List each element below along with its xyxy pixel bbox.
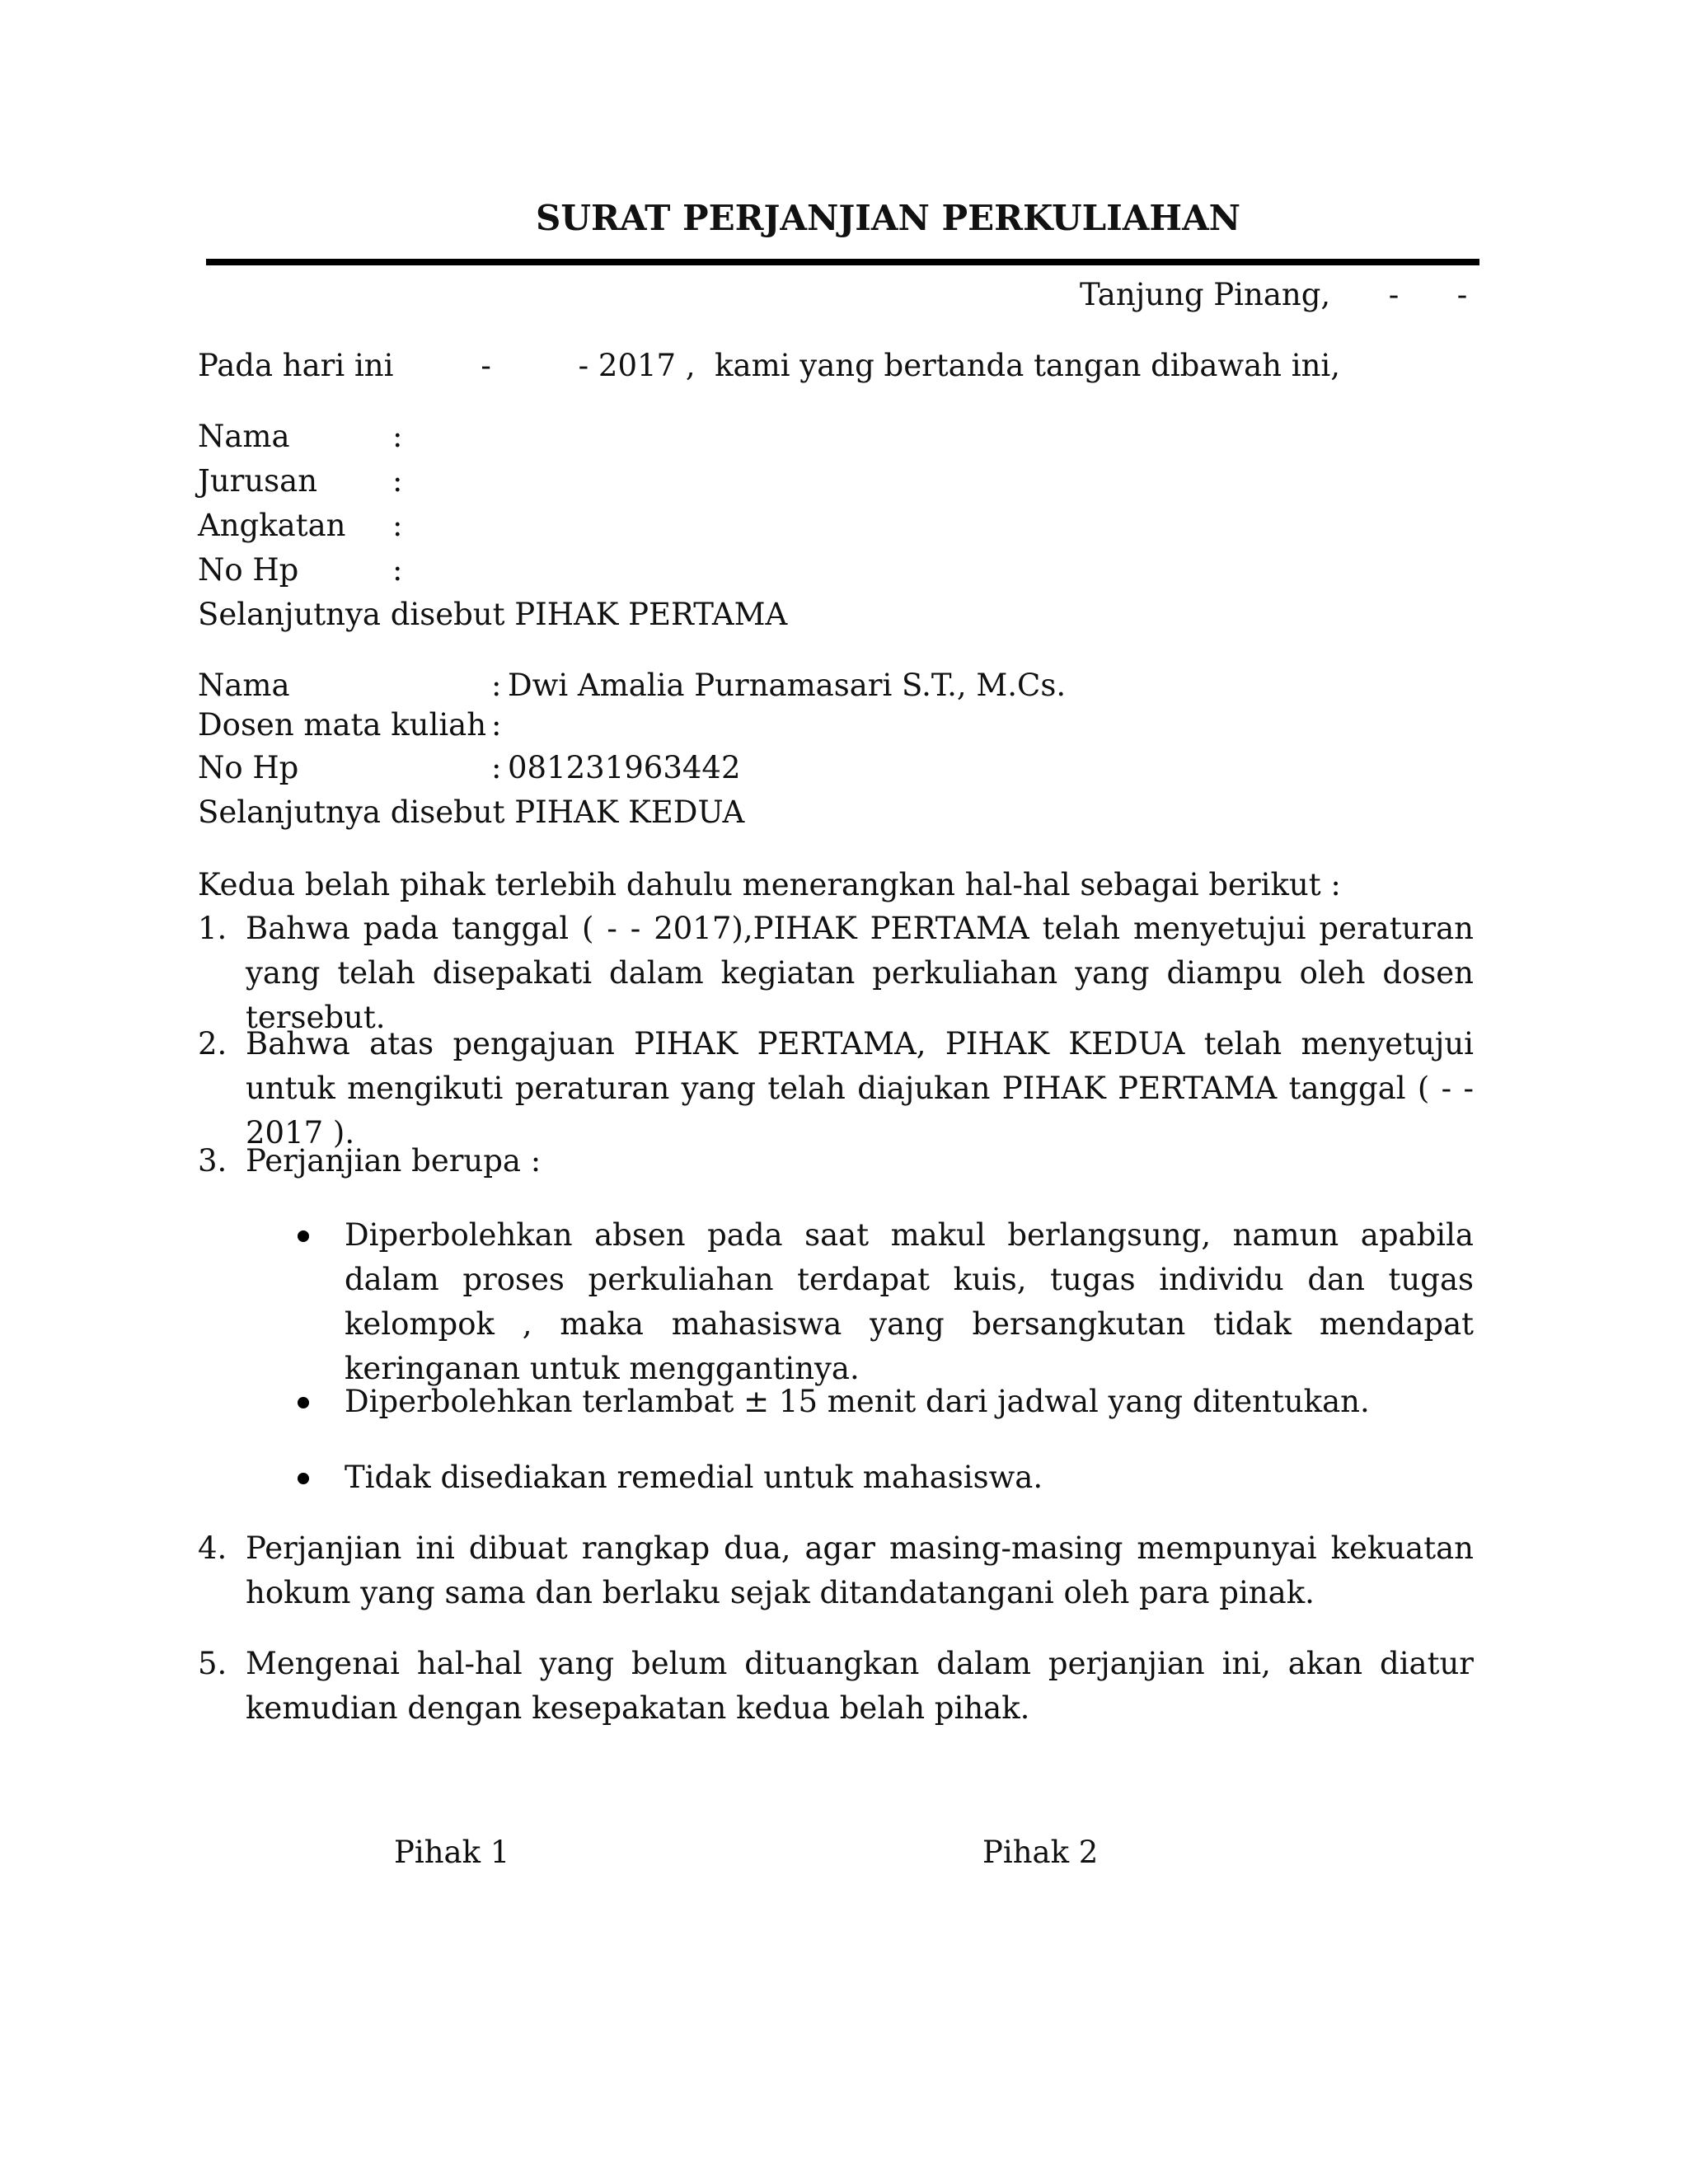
item-number: 4. bbox=[198, 1530, 227, 1566]
field-sep: : bbox=[392, 419, 403, 454]
signature-pihak-2: Pihak 2 bbox=[982, 1835, 1099, 1870]
bullet-item: Tidak disediakan remedial untuk mahasiswa. bbox=[345, 1460, 1043, 1495]
intro-line: Kedua belah pihak terlebih dahulu menerangkan hal-hal sebagai berikut : bbox=[198, 867, 1341, 902]
field-label: No Hp bbox=[198, 552, 299, 588]
field-sep: : bbox=[491, 707, 502, 743]
field-value: Dwi Amalia Purnamasari S.T., M.Cs. bbox=[508, 668, 1067, 703]
field-value: 081231963442 bbox=[508, 750, 741, 785]
field-label: Jurusan bbox=[198, 463, 318, 499]
list-item: Bahwa pada tanggal ( - - 2017),PIHAK PERTAMA telah menyetujui peraturan yang telah disepakati dalam kegiatan perkuliahan yang diampu oleh dosen tersebut. bbox=[246, 911, 1474, 1035]
list-item: Mengenai hal-hal yang belum dituangkan dalam perjanjian ini, akan diatur kemudian dengan kesepakatan kedua belah pihak. bbox=[246, 1646, 1474, 1726]
field-label: Angkatan bbox=[198, 508, 346, 543]
item-number: 3. bbox=[198, 1143, 227, 1179]
bullet-icon bbox=[298, 1230, 309, 1242]
field-label: No Hp bbox=[198, 750, 299, 785]
list-item: Perjanjian ini dibuat rangkap dua, agar masing-masing mempunyai kekuatan hokum yang sama dan berlaku sejak ditandatangani oleh para pinak. bbox=[246, 1530, 1474, 1610]
signature-pihak-1: Pihak 1 bbox=[394, 1835, 510, 1870]
item-number: 1. bbox=[198, 911, 227, 946]
field-sep: : bbox=[491, 750, 502, 785]
bullet-item: Diperbolehkan absen pada saat makul berlangsung, namun apabila dalam proses perkuliahan terdapat kuis, tugas individu dan tugas kelompok , maka mahasiswa yang bersangkutan tidak mendapat keringanan untuk menggantinya. bbox=[345, 1217, 1474, 1386]
field-sep: : bbox=[392, 552, 403, 588]
list-item: Bahwa atas pengajuan PIHAK PERTAMA, PIHAK KEDUA telah menyetujui untuk mengikuti peraturan yang telah diajukan PIHAK PERTAMA tanggal ( - - 2017 ). bbox=[246, 1026, 1474, 1151]
document-title: SURAT PERJANJIAN PERKULIAHAN bbox=[536, 198, 1241, 238]
field-label: Nama bbox=[198, 419, 290, 454]
pihak-pertama-closing: Selanjutnya disebut PIHAK PERTAMA bbox=[198, 597, 788, 632]
field-sep: : bbox=[392, 463, 403, 499]
bullet-item: Diperbolehkan terlambat ± 15 menit dari jadwal yang ditentukan. bbox=[345, 1384, 1370, 1419]
list-item: Perjanjian berupa : bbox=[246, 1143, 542, 1179]
bullet-icon bbox=[298, 1473, 309, 1484]
pihak-kedua-closing: Selanjutnya disebut PIHAK KEDUA bbox=[198, 794, 745, 830]
field-sep: : bbox=[491, 668, 502, 703]
opening-line: Pada hari ini - - 2017 , kami yang bertanda tangan dibawah ini, bbox=[198, 348, 1341, 383]
place-date: Tanjung Pinang, - - bbox=[1080, 277, 1468, 312]
title-underline bbox=[206, 259, 1479, 265]
field-label: Dosen mata kuliah bbox=[198, 707, 487, 743]
item-number: 5. bbox=[198, 1646, 227, 1681]
bullet-icon bbox=[298, 1397, 309, 1408]
item-number: 2. bbox=[198, 1026, 227, 1062]
field-sep: : bbox=[392, 508, 403, 543]
field-label: Nama bbox=[198, 668, 290, 703]
